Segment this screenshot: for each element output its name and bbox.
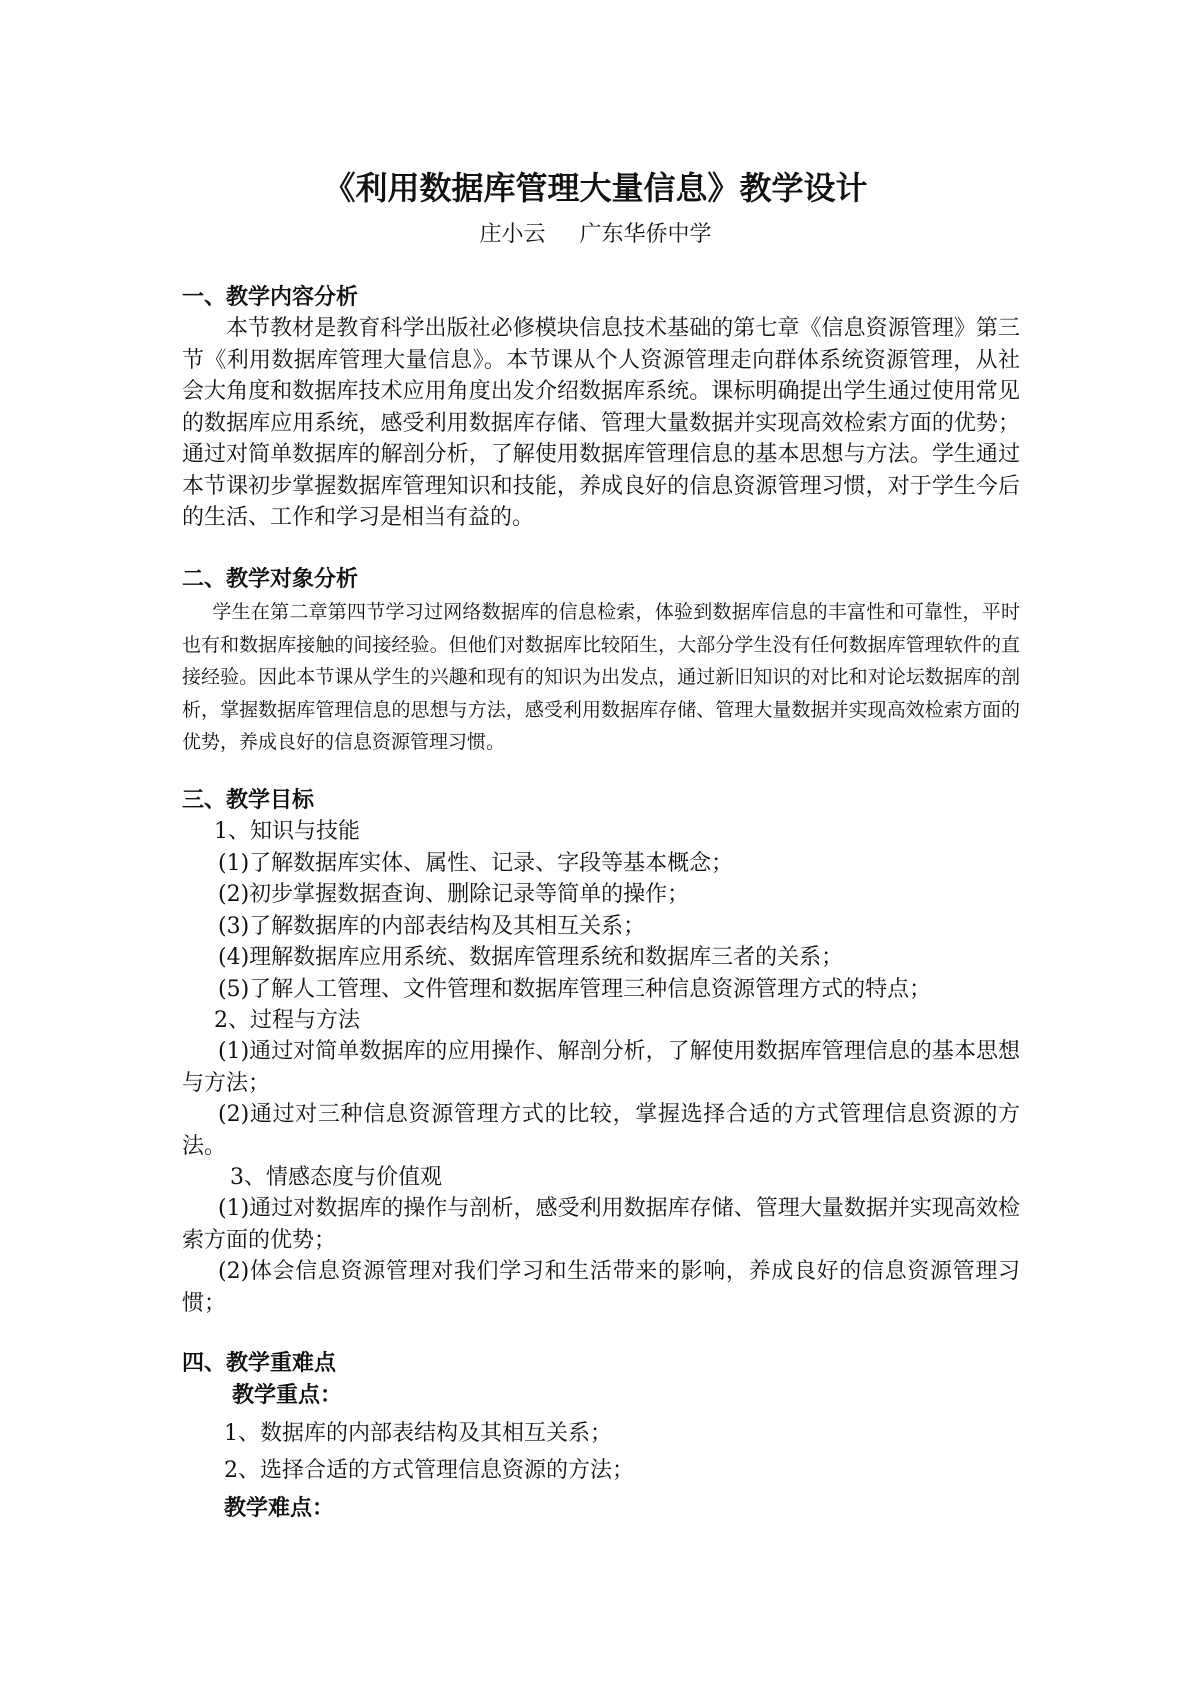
objective-group-knowledge: 1、知识与技能 <box>214 819 360 844</box>
focus-item: 1、数据库的内部表结构及其相互关系； <box>224 1421 612 1446</box>
objective-group-process: 2、过程与方法 <box>214 1008 360 1033</box>
school-name: 广东华侨中学 <box>579 222 712 247</box>
content-analysis-paragraph: 本节教材是教育科学出版社必修模块信息技术基础的第七章《信息资源管理》第三节《利用数据库管理大量信息》。本节课从个人资源管理走向群体系统资源管理，从社会大角度和数据库技术应用角度出发介绍数据库系统。课标明确提出学生通过使用常见的数据库应用系统，感受利用数据库存储、管理大量数据并实现高效检索方面的优势；通过对简单数据库的解剖分析，了解使用数据库管理信息的基本思想与方法。学生通过本节课初步掌握数据库管理知识和技能，养成良好的信息资源管理习惯，对于学生今后的生活、工作和学习是相当有益的。 <box>182 316 1020 530</box>
section-heading-objectives: 三、教学目标 <box>182 787 315 813</box>
section-heading-key-points: 四、教学重难点 <box>182 1350 337 1376</box>
byline <box>0 220 1191 250</box>
process-item: (1)通过对简单数据库的应用操作、解剖分析，了解使用数据库管理信息的基本思想与方法； <box>182 1039 1020 1096</box>
audience-analysis-paragraph: 学生在第二章第四节学习过网络数据库的信息检索，体验到数据库信息的丰富性和可靠性，平时也有和数据库接触的间接经验。但他们对数据库比较陌生，大部分学生没有任何数据库管理软件的直接经验。因此本节课从学生的兴趣和现有的知识为出发点，通过新旧知识的对比和对论坛数据库的剖析，掌握数据库管理信息的思想与方法，感受利用数据库存储、管理大量数据并实现高效检索方面的优势，养成良好的信息资源管理习惯。 <box>182 601 1020 753</box>
focus-item: 2、选择合适的方式管理信息资源的方法； <box>224 1458 634 1483</box>
knowledge-item: (2)初步掌握数据查询、删除记录等简单的操作； <box>218 882 690 907</box>
knowledge-item: (5)了解人工管理、文件管理和数据库管理三种信息资源管理方式的特点； <box>218 977 932 1002</box>
focus-label: 教学重点： <box>232 1382 343 1408</box>
attitude-item: (1)通过对数据库的操作与剖析，感受利用数据库存储、管理大量数据并实现高效检索方面的优势； <box>182 1196 1020 1253</box>
section-heading-content-analysis: 一、教学内容分析 <box>182 284 359 310</box>
process-item: (2)通过对三种信息资源管理方式的比较，掌握选择合适的方式管理信息资源的方法。 <box>182 1102 1020 1159</box>
objective-group-attitude: 3、情感态度与价值观 <box>230 1165 442 1190</box>
difficulty-label: 教学难点： <box>224 1495 335 1521</box>
attitude-item: (2)体会信息资源管理对我们学习和生活带来的影响，养成良好的信息资源管理习惯； <box>182 1259 1020 1316</box>
knowledge-item: (4)理解数据库应用系统、数据库管理系统和数据库三者的关系； <box>218 945 844 970</box>
author-name: 庄小云 <box>479 222 546 247</box>
document-title: 《利用数据库管理大量信息》教学设计 <box>323 169 868 207</box>
section-heading-audience-analysis: 二、教学对象分析 <box>182 566 359 592</box>
knowledge-item: (3)了解数据库的内部表结构及其相互关系； <box>218 914 646 939</box>
knowledge-item: (1)了解数据库实体、属性、记录、字段等基本概念； <box>218 851 734 876</box>
